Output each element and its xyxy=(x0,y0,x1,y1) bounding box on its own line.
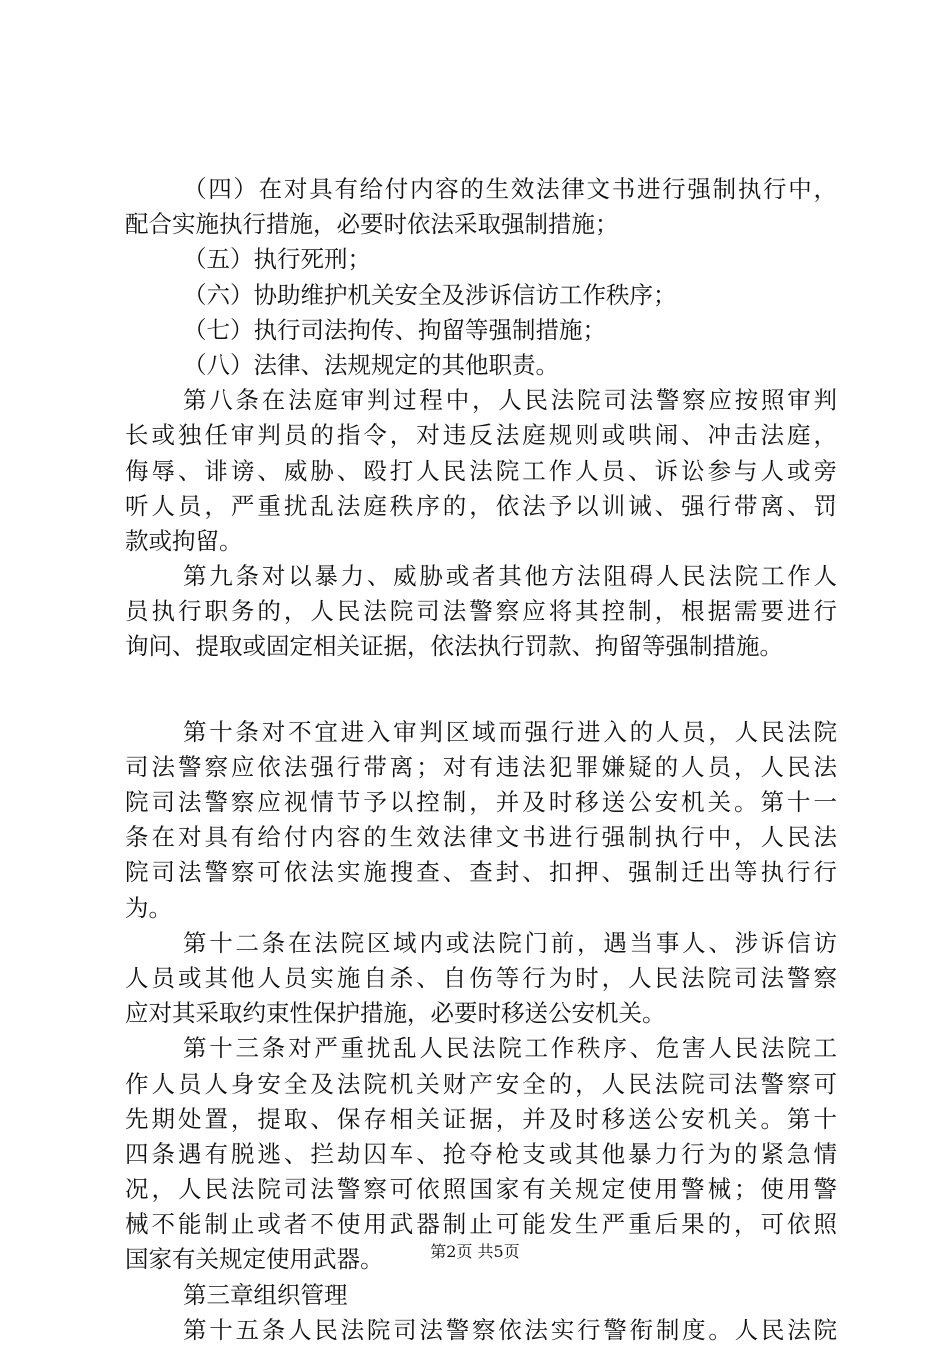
text-line: 为。 xyxy=(125,893,172,922)
text-line: 询问、提取或固定相关证据，依法执行罚款、拘留等强制措施。 xyxy=(125,632,783,661)
text-line: 作人员人身安全及法院机关财产安全的，人民法院司法警察可 xyxy=(125,1069,837,1098)
text-line: （七）执行司法拘传、拘留等强制措施； xyxy=(183,315,606,344)
text-line: （八）法律、法规规定的其他职责。 xyxy=(183,350,559,379)
paragraph xyxy=(125,383,837,559)
chapter-heading xyxy=(125,1278,837,1313)
paragraph xyxy=(125,1031,837,1277)
text-line: 第八条在法庭审判过程中，人民法院司法警察应按照审判 xyxy=(183,386,837,415)
text-line: 长或独任审判员的指令，对违反法庭规则或哄闹、冲击法庭， xyxy=(125,421,837,450)
text-line: 国家有关规定使用武器。 xyxy=(125,1245,384,1274)
text-line: 第十五条人民法院司法警察依法实行警衔制度。人民法院 xyxy=(183,1315,837,1344)
paragraph xyxy=(125,278,837,313)
page-number-footer: 第2页 共5页 xyxy=(430,1242,520,1261)
paragraph xyxy=(125,348,837,383)
text-line: 第十二条在法院区域内或法院门前，遇当事人、涉诉信访 xyxy=(183,928,837,957)
text-line: （五）执行死刑； xyxy=(183,245,371,274)
text-line: 听人员，严重扰乱法庭秩序的，依法予以训诫、强行带离、罚 xyxy=(125,491,837,520)
body-text xyxy=(125,172,837,1348)
text-line: 条在对具有给付内容的生效法律文书进行强制执行中，人民法 xyxy=(125,823,837,852)
text-line: 应对其采取约束性保护措施，必要时移送公安机关。 xyxy=(125,999,666,1028)
text-line: 配合实施执行措施，必要时依法采取强制措施； xyxy=(125,210,619,239)
paragraph xyxy=(125,1313,837,1348)
text-line: 况，人民法院司法警察可依照国家有关规定使用警械；使用警 xyxy=(125,1175,837,1204)
text-line: 第十条对不宜进入审判区域而强行进入的人员，人民法院 xyxy=(183,717,837,746)
text-line: 院司法警察可依法实施搜查、查封、扣押、强制迁出等执行行 xyxy=(125,858,837,887)
paragraph xyxy=(125,172,837,242)
paragraph xyxy=(125,242,837,277)
text-line: 四条遇有脱逃、拦劫囚车、抢夺枪支或其他暴力行为的紧急情 xyxy=(125,1139,837,1168)
text-line: 款或拘留。 xyxy=(125,526,243,555)
text-line: 人员或其他人员实施自杀、自伤等行为时，人民法院司法警察 xyxy=(125,963,837,992)
text-line: （四）在对具有给付内容的生效法律文书进行强制执行中， xyxy=(183,175,837,203)
text-line: 司法警察应依法强行带离；对有违法犯罪嫌疑的人员，人民法 xyxy=(125,752,837,781)
paragraph xyxy=(125,559,837,665)
paragraph xyxy=(125,715,837,926)
paragraph xyxy=(125,926,837,1032)
text-line: 员执行职务的，人民法院司法警察应将其控制，根据需要进行 xyxy=(125,597,837,626)
text-line: 第九条对以暴力、威胁或者其他方法阻碍人民法院工作人 xyxy=(183,562,837,591)
text-line: （六）协助维护机关安全及涉诉信访工作秩序； xyxy=(183,280,677,309)
text-line: 第三章组织管理 xyxy=(183,1280,348,1309)
paragraph xyxy=(125,313,837,348)
text-line: 第十三条对严重扰乱人民法院工作秩序、危害人民法院工 xyxy=(183,1034,837,1063)
paragraph-gap xyxy=(125,665,837,715)
text-line: 侮辱、诽谤、威胁、殴打人民法院工作人员、诉讼参与人或旁 xyxy=(125,456,837,485)
text-line: 械不能制止或者不使用武器制止可能发生严重后果的，可依照 xyxy=(125,1210,837,1239)
text-line: 先期处置，提取、保存相关证据，并及时移送公安机关。第十 xyxy=(125,1104,837,1133)
text-line: 院司法警察应视情节予以控制，并及时移送公安机关。第十一 xyxy=(125,788,837,816)
